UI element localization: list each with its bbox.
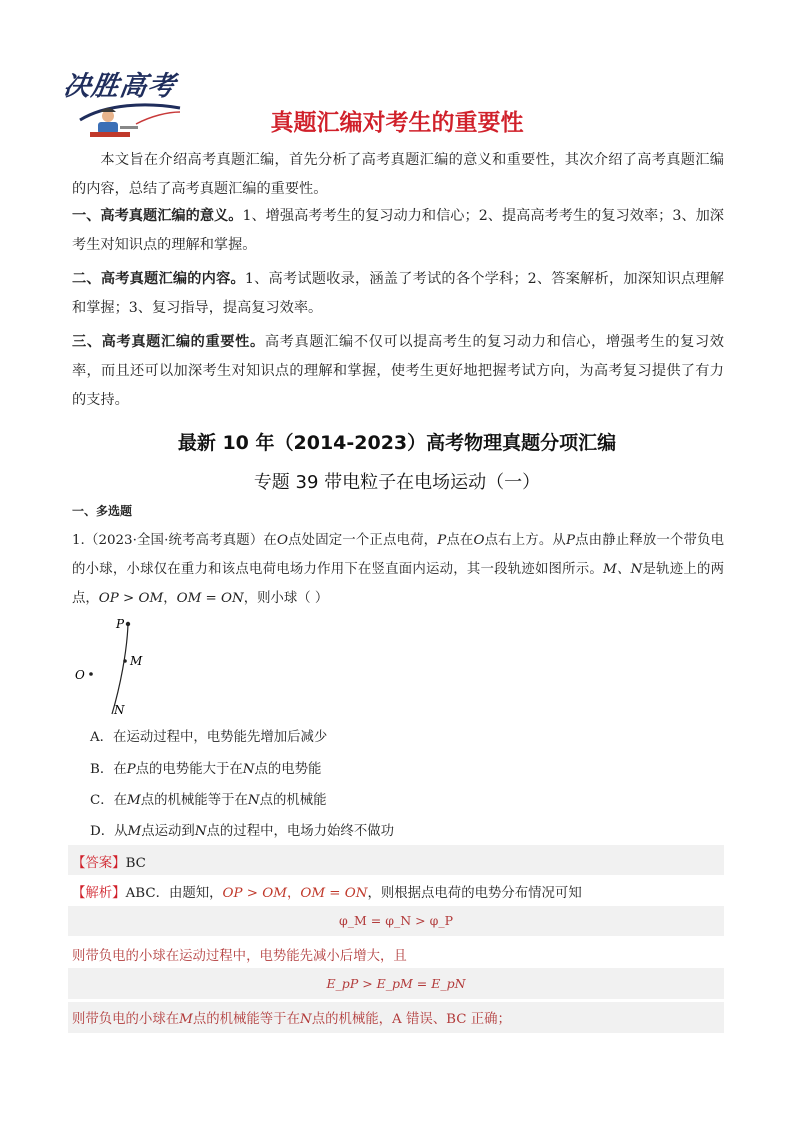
opt-var: P bbox=[126, 762, 136, 777]
q-var: P bbox=[437, 533, 447, 548]
section-2-body: 1、高考试题收录，涵盖了考试的各个学科；2、答案解析，加深知识点理解和掌握；3、复习指导，提高复习效率。 bbox=[72, 271, 724, 316]
q-text: 是轨迹上的两点， bbox=[72, 562, 725, 606]
analysis-text: 则带负电的小球在 bbox=[72, 1012, 180, 1027]
opt-text: 点的电势能大于在 bbox=[135, 762, 243, 777]
q-text: 点由静止释放一个带负电的小球，小球仅在重力和该点电荷电场力作用下在竖直面内运动，其一段轨迹如图所示。 bbox=[72, 533, 725, 577]
label-n: N bbox=[114, 703, 125, 717]
label-p: P bbox=[116, 617, 125, 631]
q-var: O bbox=[276, 533, 288, 548]
answer-line bbox=[72, 852, 146, 871]
collection-subtitle: 专题 39 带电粒子在电场运动（一） bbox=[253, 472, 541, 493]
analysis-text: ABC．由题知， bbox=[125, 886, 223, 901]
analysis-line-1 bbox=[72, 882, 582, 901]
opt-var: N bbox=[194, 824, 207, 839]
analysis-condition: OP > OM bbox=[222, 886, 287, 901]
option-a: A．在运动过程中，电势能先增加后减少 bbox=[90, 730, 328, 745]
section-1 bbox=[72, 202, 724, 260]
q-text: 点处固定一个正点电荷， bbox=[287, 533, 438, 548]
opt-text: B．在 bbox=[90, 762, 127, 777]
option-d bbox=[90, 820, 394, 839]
answer-band bbox=[68, 845, 724, 875]
question-number: 1. bbox=[72, 533, 85, 548]
q-text: ，则小球（ ） bbox=[243, 591, 329, 606]
label-o: O bbox=[75, 668, 85, 682]
point-p-dot bbox=[126, 622, 130, 626]
q-var: O bbox=[473, 533, 485, 548]
analysis-text: 点的机械能等于在 bbox=[192, 1012, 300, 1027]
q-condition: OM = ON bbox=[176, 591, 244, 606]
q-text: 点在 bbox=[446, 533, 474, 548]
q-var: M、N bbox=[603, 562, 643, 577]
section-2-heading: 二、高考真题汇编的内容。 bbox=[72, 271, 245, 287]
opt-var: M bbox=[127, 793, 141, 808]
q-text: 点右上方。从 bbox=[484, 533, 566, 548]
potential-equation: φ_M = φ_N > φ_P bbox=[339, 913, 453, 928]
opt-text: 点的过程中，电场力始终不做功 bbox=[206, 824, 394, 839]
section-3 bbox=[72, 328, 724, 415]
q-text: 在 bbox=[263, 533, 277, 548]
analysis-text: 点的机械能，A 错误、BC 正确； bbox=[311, 1012, 511, 1027]
analysis-var: N bbox=[299, 1012, 312, 1027]
opt-var: N bbox=[242, 762, 255, 777]
opt-var: M bbox=[127, 824, 142, 839]
page-title: 真题汇编对考生的重要性 bbox=[270, 110, 524, 136]
point-m-dot bbox=[123, 659, 127, 663]
analysis-var: M bbox=[179, 1012, 193, 1027]
section-3-heading: 三、高考真题汇编的重要性。 bbox=[72, 334, 265, 350]
question-text bbox=[72, 526, 724, 613]
opt-text: 点的机械能等于在 bbox=[140, 793, 248, 808]
analysis-line-3 bbox=[72, 1008, 511, 1027]
question-section-heading: 一、多选题 bbox=[72, 504, 133, 518]
opt-var: N bbox=[247, 793, 260, 808]
energy-equation: E_pP > E_pM = E_pN bbox=[326, 976, 466, 991]
analysis-text: ，则根据点电荷的电势分布情况可知 bbox=[367, 886, 582, 901]
label-m: M bbox=[130, 654, 143, 668]
answer-label: 【答案】 bbox=[72, 856, 126, 871]
point-o-dot bbox=[89, 672, 93, 676]
q-text: ， bbox=[163, 591, 177, 606]
section-1-heading: 一、高考真题汇编的意义。 bbox=[72, 208, 243, 224]
opt-text: 点的机械能 bbox=[259, 793, 327, 808]
trajectory-curve bbox=[112, 624, 128, 714]
q-condition: OP > OM bbox=[98, 591, 164, 606]
opt-text: C．在 bbox=[90, 793, 128, 808]
trajectory-diagram bbox=[70, 612, 160, 720]
analysis-text: ， bbox=[286, 886, 301, 901]
logo-text: 决胜高考 bbox=[61, 71, 178, 102]
analysis-line-2: 则带负电的小球在运动过程中，电势能先减小后增大，且 bbox=[72, 949, 407, 964]
q-var: P bbox=[565, 533, 575, 548]
question-source: （2023·全国·统考高考真题） bbox=[84, 533, 264, 548]
section-2 bbox=[72, 265, 724, 323]
opt-text: D．从 bbox=[90, 824, 128, 839]
analysis-condition: OM = ON bbox=[300, 886, 368, 901]
analysis-label: 【解析】 bbox=[72, 886, 126, 901]
opt-text: 点的电势能 bbox=[254, 762, 322, 777]
intro-paragraph: 本文旨在介绍高考真题汇编，首先分析了高考真题汇编的意义和重要性，其次介绍了高考真题汇编的内容，总结了高考真题汇编的重要性。 bbox=[72, 152, 724, 197]
answer-value: BC bbox=[125, 856, 146, 871]
option-c bbox=[90, 789, 327, 808]
section-3-body: 高考真题汇编不仅可以提高考生的复习动力和信心，增强考生的复习效率，而且还可以加深考生对知识点的理解和掌握，使考生更好地把握考试方向，为高考复习提供了有力的支持。 bbox=[72, 334, 724, 408]
opt-text: 点运动到 bbox=[141, 824, 195, 839]
collection-title: 最新 10 年（2014-2023）高考物理真题分项汇编 bbox=[177, 432, 617, 454]
section-1-body: 1、增强高考考生的复习动力和信心；2、提高高考考生的复习效率；3、加深考生对知识点的理解和掌握。 bbox=[72, 208, 724, 253]
option-b bbox=[90, 758, 321, 777]
